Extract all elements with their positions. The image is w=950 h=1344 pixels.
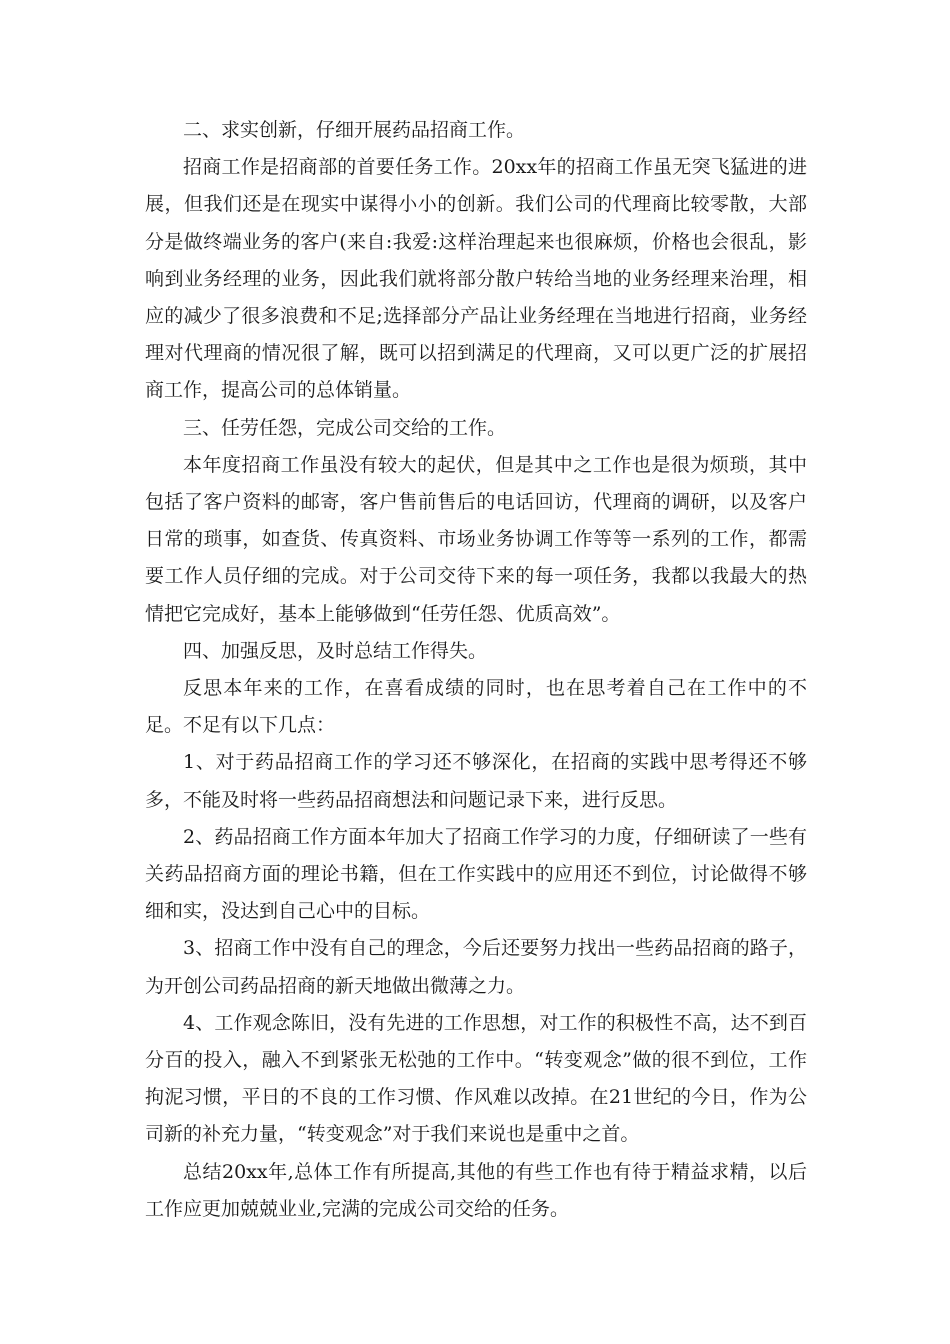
section-heading-2: 二、求实创新，仔细开展药品招商工作。 — [183, 119, 526, 141]
document-body — [145, 112, 807, 1228]
paragraph-daily-work: 本年度招商工作虽没有较大的起伏，但是其中之工作也是很为烦琐，其中包括了客户资料的邮寄，客户售前售后的电话回访，代理商的调研，以及客户日常的琐事，如查货、传真资料、市场业务协调工作等等一系列的工作，都需要工作人员仔细的完成。对于公司交待下来的每一项任务，我都以我最大的热情把它完成好，基本上能够做到“任劳任怨、优质高效”。 — [145, 453, 807, 625]
list-item-1: 1、对于药品招商工作的学习还不够深化，在招商的实践中思考得还不够多，不能及时将一些药品招商想法和问题记录下来，进行反思。 — [145, 751, 807, 811]
section-heading-4: 四、加强反思，及时总结工作得失。 — [183, 639, 488, 662]
paragraph-recruitment-innovation: 招商工作是招商部的首要任务工作。20xx年的招商工作虽无突飞猛进的进展，但我们还是在现实中谋得小小的创新。我们公司的代理商比较零散，大部分是做终端业务的客户(来自:我爱:这样治理起来也很麻烦，价格也会很乱，影响到业务经理的业务，因此我们就将部分散户转给当地的业务经理来治理，相应的减少了很多浪费和不足;选择部分产品让业务经理在当地进行招商，业务经理对代理商的情况很了解，既可以招到满足的代理商，又可以更广泛的扩展招商工作，提高公司的总体销量。 — [145, 156, 807, 402]
section-heading-3: 三、任劳任怨，完成公司交给的工作。 — [183, 416, 507, 439]
list-item-4: 4、工作观念陈旧，没有先进的工作思想，对工作的积极性不高，达不到百分百的投入，融入不到紧张无松弛的工作中。“转变观念”做的很不到位，工作拘泥习惯，平日的不良的工作习惯、作风难以改掉。在21世纪的今日，作为公司新的补充力量，“转变观念”对于我们来说也是重中之首。 — [145, 1011, 807, 1146]
paragraph-reflection-intro: 反思本年来的工作，在喜看成绩的同时，也在思考着自己在工作中的不足。不足有以下几点： — [145, 677, 807, 737]
list-item-2: 2、药品招商工作方面本年加大了招商工作学习的力度，仔细研读了一些有关药品招商方面的理论书籍，但在工作实践中的应用还不到位，讨论做得不够细和实，没达到自己心中的目标。 — [145, 825, 807, 923]
paragraph-summary: 总结20xx年,总体工作有所提高,其他的有些工作也有待于精益求精，以后工作应更加兢兢业业,完满的完成公司交给的任务。 — [145, 1160, 807, 1220]
list-item-3: 3、招商工作中没有自己的理念，今后还要努力找出一些药品招商的路子，为开创公司药品招商的新天地做出微薄之力。 — [145, 937, 807, 997]
